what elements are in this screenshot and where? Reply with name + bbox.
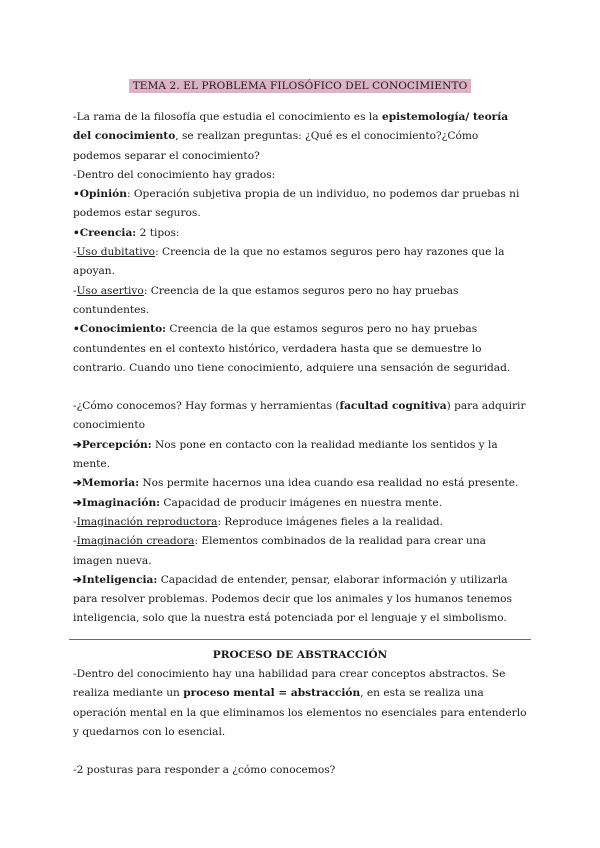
inteligencia-item: ➔Inteligencia: Capacidad de entender, pensar, elaborar información y utilizarla para resolver problemas. Podemos decir que los animales y los humanos tenemos inteligencia, solo que la nuestra está potenciada por el lenguaje y el simbolismo.: [73, 573, 512, 625]
document-body: [73, 108, 527, 781]
posturas-line: -2 posturas para responder a ¿cómo conocemos?: [73, 764, 336, 777]
creencia-item: •Creencia: 2 tipos:: [73, 226, 180, 239]
conocimiento-item: •Conocimiento: Creencia de la que estamos seguros pero no hay pruebas contundentes en el contexto histórico, verdadera hasta que se demuestre lo contrario. Cuando uno tiene conocimiento, adquiere una sensación de seguridad.: [73, 323, 511, 374]
opinion-item: •Opinión: Operación subjetiva propia de un individuo, no podemos dar pruebas ni podemos estar seguros.: [73, 188, 520, 220]
como-conocemos-paragraph: -¿Cómo conocemos? Hay formas y herramientas (facultad cognitiva) para adquirir conocimiento: [73, 400, 526, 432]
memoria-item: ➔Memoria: Nos permite hacernos una idea cuando esa realidad no está presente.: [73, 477, 519, 490]
percepcion-item: ➔Percepción: Nos pone en contacto con la realidad mediante los sentidos y la mente.: [73, 438, 498, 471]
section-divider: [69, 639, 531, 640]
abstraccion-paragraph: -Dentro del conocimiento hay una habilidad para crear conceptos abstractos. Se realiza mediante un proceso mental = abstracción, en esta se realiza una operación mental en la que eliminamos los elementos no esenciales para entenderlo y quedarnos con lo esencial.: [73, 668, 527, 738]
intro-paragraph: -La rama de la filosofía que estudia el conocimiento es la epistemología/ teoría del conocimiento, se realizan preguntas: ¿Qué es el conocimiento?¿Cómo podemos separar el conocimiento?: [73, 111, 509, 162]
uso-asertivo-item: -Uso asertivo: Creencia de la que estamos seguros pero no hay pruebas contundentes.: [73, 284, 459, 316]
uso-dubitativo-item: -Uso dubitativo: Creencia de la que no estamos seguros pero hay razones que la apoyan.: [73, 246, 505, 278]
imaginacion-creadora-item: -Imaginación creadora: Elementos combinados de la realidad para crear una imagen nueva.: [73, 535, 486, 567]
imaginacion-item: ➔Imaginación: Capacidad de producir imágenes en nuestra mente.: [73, 496, 443, 509]
grados-line: -Dentro del conocimiento hay grados:: [73, 168, 276, 181]
section-title-abstraccion: PROCESO DE ABSTRACCIÓN: [212, 648, 388, 661]
page-title: TEMA 2. EL PROBLEMA FILOSÓFICO DEL CONOCIMIENTO: [129, 79, 472, 93]
imaginacion-reproductora-item: -Imaginación reproductora: Reproduce imágenes fieles a la realidad.: [73, 515, 443, 528]
